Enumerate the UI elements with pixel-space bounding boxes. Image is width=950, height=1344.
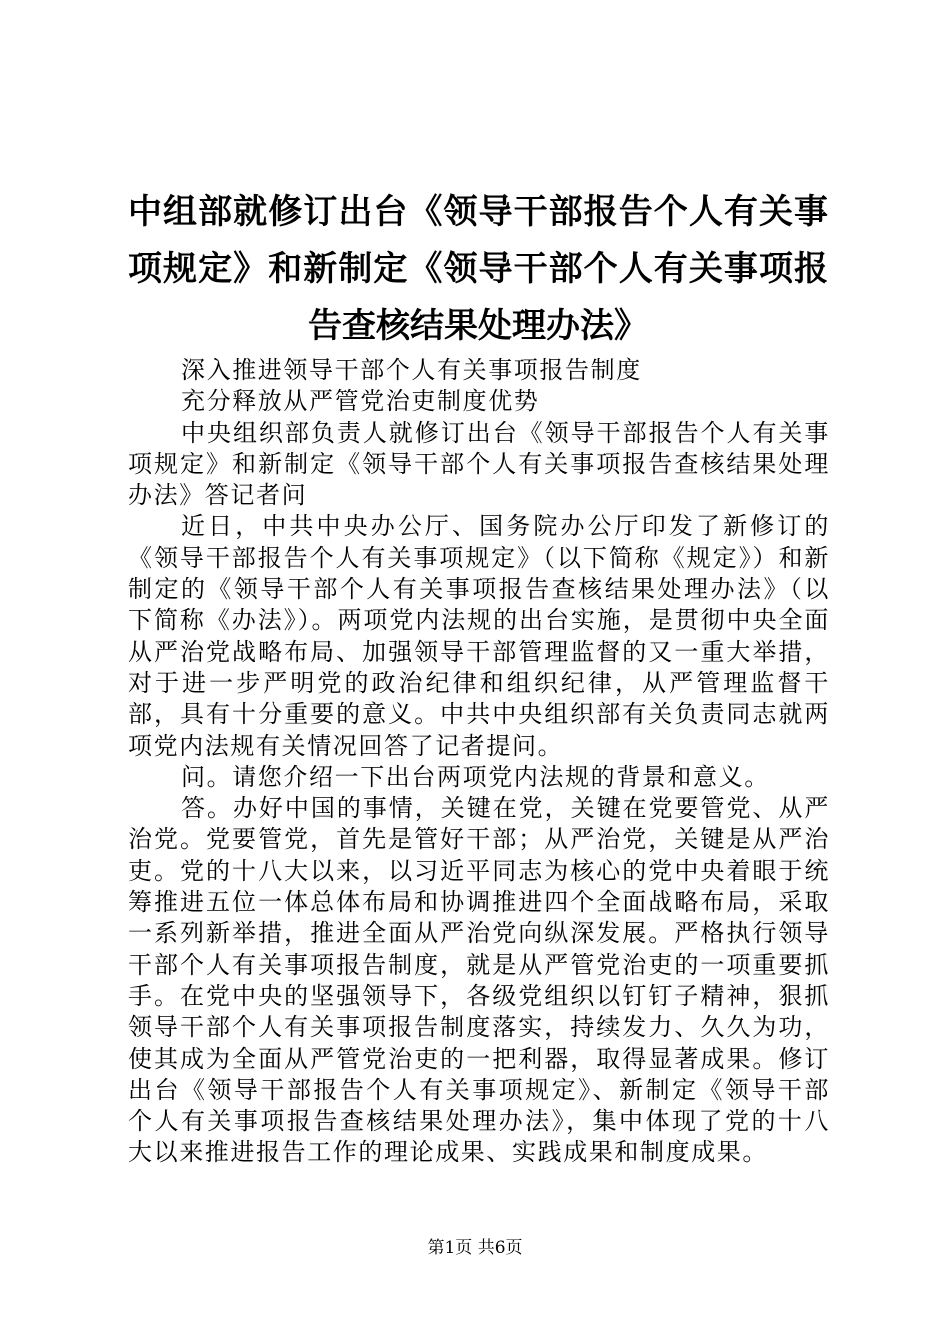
answer-paragraph: 答。办好中国的事情，关键在党，关键在党要管党、从严治党。党要管党，首先是管好干部；从严治党，关键是从严治吏。党的十八大以来，以习近平同志为核心的党中央着眼于统筹推进五位一体总体布局和协调推进四个全面战略布局，采取一系列新举措，推进全面从严治党向纵深发展。严格执行领导干部个人有关事项报告制度，就是从严管党治吏的一项重要抓手。在党中央的坚强领导下，各级党组织以钉钉子精神，狠抓领导干部个人有关事项报告制度落实，持续发力、久久为功，使其成为全面从严管党治吏的一把利器，取得显著成果。修订出台《领导干部报告个人有关事项规定》、新制定《领导干部个人有关事项报告查核结果处理办法》，集中体现了党的十八大以来推进报告工作的理论成果、实践成果和制度成果。 xyxy=(128,794,830,1167)
intro-paragraph: 近日，中共中央办公厅、国务院办公厅印发了新修订的《领导干部报告个人有关事项规定》（以下简称《规定》）和新制定的《领导干部个人有关事项报告查核结果处理办法》（以下简称《办法》）。两项党内法规的出台实施，是贯彻中央全面从严治党战略布局、加强领导干部管理监督的又一重大举措，对于进一步严明党的政治纪律和组织纪律，从严管理监督干部，具有十分重要的意义。中共中央组织部有关负责同志就两项党内法规有关情况回答了记者提问。 xyxy=(128,512,830,760)
subtitle-line-1: 深入推进领导干部个人有关事项报告制度 xyxy=(181,356,642,384)
subtitle-line-2: 充分释放从严管党治吏制度优势 xyxy=(181,387,540,416)
question-paragraph: 问。请您介绍一下出台两项党内法规的背景和意义。 xyxy=(181,762,770,791)
document-title: 中组部就修订出台《领导干部报告个人有关事项规定》和新制定《领导干部个人有关事项报告查核结果处理办法》 xyxy=(128,192,828,346)
document-body xyxy=(128,355,830,1169)
interview-heading: 中央组织部负责人就修订出台《领导干部报告个人有关事项规定》和新制定《领导干部个人有关事项报告查核结果处理办法》答记者问 xyxy=(128,418,830,510)
page-number-footer: 第1页 共6页 xyxy=(427,1238,523,1258)
